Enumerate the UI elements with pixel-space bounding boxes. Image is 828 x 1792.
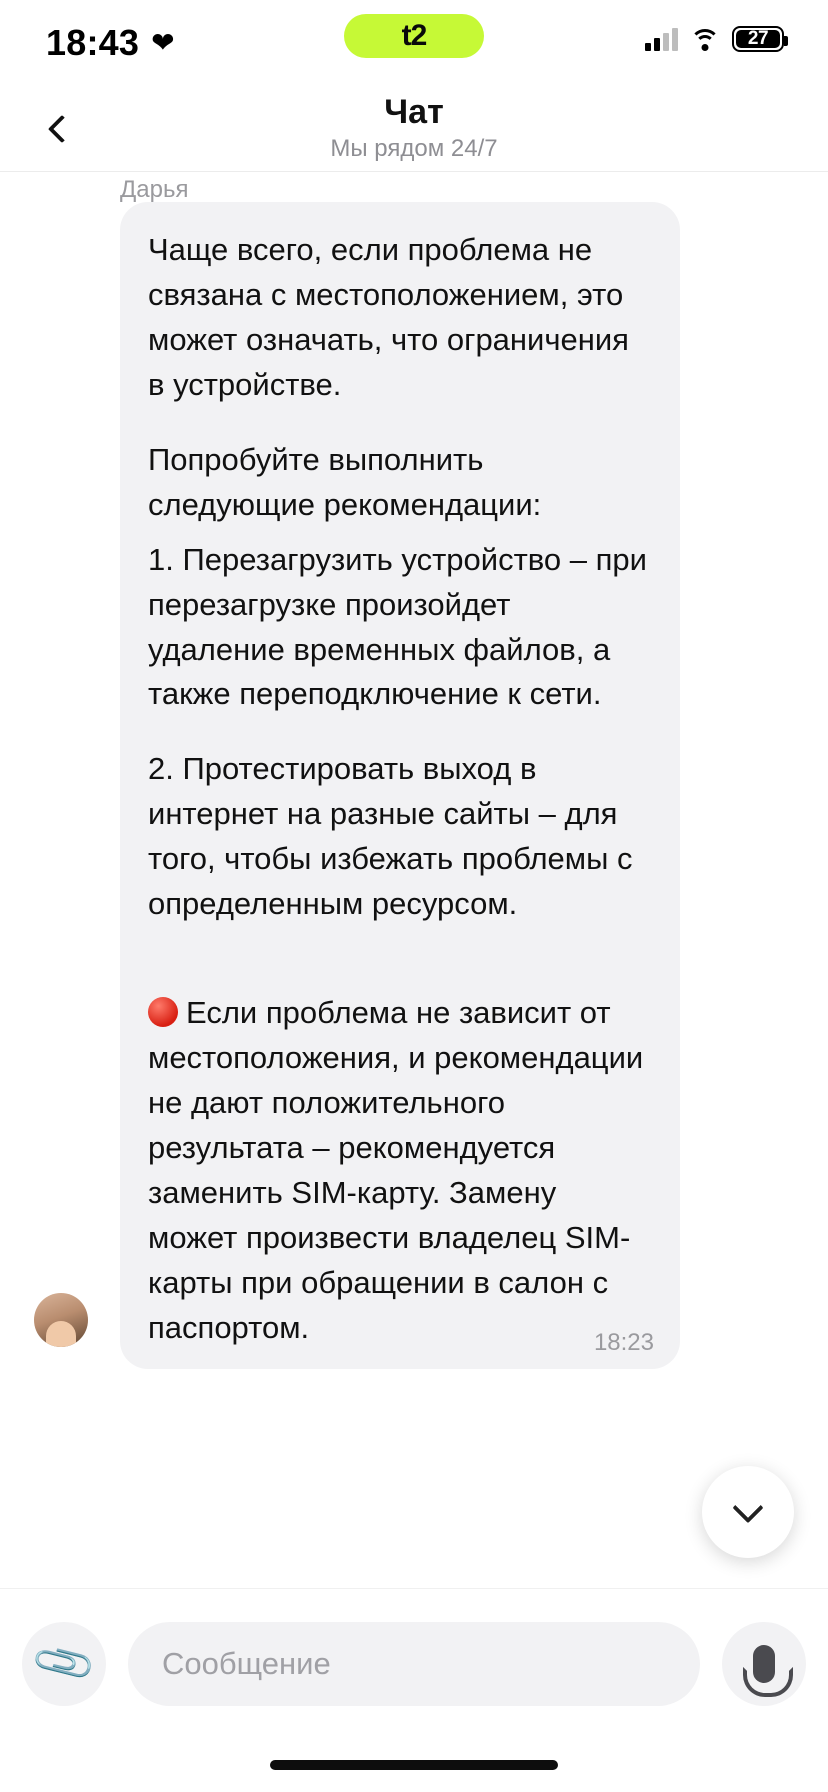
- red-circle-icon: [148, 997, 178, 1027]
- scroll-to-bottom-button[interactable]: [702, 1466, 794, 1558]
- message-paragraph-1: Чаще всего, если проблема не связана с местоположением, это может означать, что ограничения в устройстве.: [148, 232, 629, 402]
- microphone-icon: [753, 1645, 775, 1683]
- status-time: 18:43: [46, 22, 140, 63]
- battery-percent-label: 27: [747, 28, 769, 49]
- status-bar-right: [645, 26, 784, 52]
- message-composer: [0, 1588, 828, 1738]
- battery-icon: [732, 26, 784, 52]
- wifi-icon: [690, 27, 720, 51]
- chat-header: [0, 86, 828, 172]
- message-input[interactable]: [162, 1646, 666, 1682]
- chat-scroll-area[interactable]: [0, 172, 828, 1588]
- cellular-signal-icon: [645, 27, 678, 51]
- chevron-down-icon: [732, 1492, 763, 1523]
- home-indicator-area: [0, 1738, 828, 1792]
- message-timestamp: 18:23: [593, 1328, 654, 1356]
- message-paragraph-5-text: Если проблема не зависит от местоположения, и рекомендации не дают положительного результата – рекомендуется заменить SIM-карту. Замену может произвести владелец SIM-карты при обращении в салон с паспортом.: [148, 995, 644, 1345]
- carrier-logo: t2: [401, 19, 427, 52]
- message-paragraph-3: 1. Перезагрузить устройство – при перезагрузке произойдет удаление временных файлов, а также переподключение к сети.: [148, 541, 647, 712]
- message-sender-name: Дарья: [120, 178, 189, 202]
- message-paragraph-2: Попробуйте выполнить следующие рекомендации:: [148, 441, 542, 522]
- status-bar: [0, 0, 828, 86]
- message-paragraph-5: [148, 991, 652, 1351]
- header-center: [330, 94, 497, 163]
- home-indicator[interactable]: [270, 1760, 558, 1770]
- heart-icon: ❤: [151, 27, 175, 58]
- message-input-wrapper[interactable]: [128, 1622, 700, 1706]
- page-title: Чат: [384, 92, 444, 131]
- chevron-left-icon: [48, 114, 76, 142]
- header-subtitle: Мы рядом 24/7: [330, 135, 498, 163]
- message-paragraph-4: 2. Протестировать выход в интернет на разные сайты – для того, чтобы избежать проблемы с определенным ресурсом.: [148, 751, 633, 922]
- message-bubble[interactable]: [120, 202, 680, 1369]
- avatar: [34, 1293, 88, 1347]
- voice-record-button[interactable]: [722, 1622, 806, 1706]
- dynamic-island-carrier-badge: [344, 14, 484, 58]
- status-bar-left: [46, 22, 175, 64]
- message-row: [24, 202, 804, 1369]
- paperclip-icon: 📎: [28, 1628, 99, 1697]
- attach-button[interactable]: [22, 1622, 106, 1706]
- back-button[interactable]: [34, 101, 90, 157]
